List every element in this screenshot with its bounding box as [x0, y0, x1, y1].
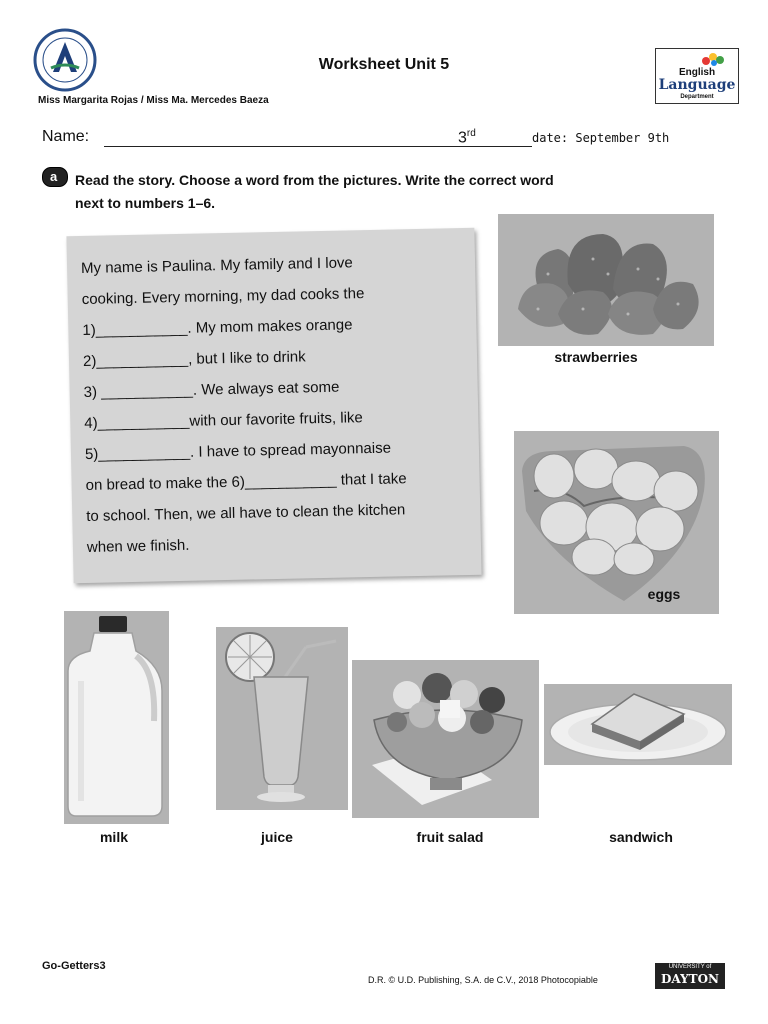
- grade-field[interactable]: [482, 146, 532, 147]
- story-line: My name is Paulina. My family and I love: [80, 254, 353, 278]
- dept-logo-department: Department: [680, 94, 714, 100]
- caption-strawberries: strawberries: [554, 349, 638, 365]
- story-line: 2)___________, but I like to drink: [82, 348, 306, 370]
- sandwich-picture: [544, 684, 732, 765]
- milk-picture: [64, 611, 169, 824]
- fruit-salad-picture: [352, 660, 539, 818]
- story-line: 3) ___________. We always eat some: [83, 378, 340, 401]
- dept-logo-english: English: [678, 67, 716, 78]
- activity-instruction: Read the story. Choose a word from the pictures. Write the correct word next to numbers 1–6.: [75, 172, 554, 211]
- name-label: Name:: [42, 128, 90, 145]
- university-logo: UNIVERSITY of DAYTON: [655, 963, 725, 989]
- caption-eggs: eggs: [647, 586, 681, 602]
- date-text: date: September 9th: [532, 131, 670, 145]
- copyright-text: D.R. © U.D. Publishing, S.A. de C.V., 2018 Photocopiable: [368, 975, 598, 985]
- story-line: to school. Then, we all have to clean the kitchen: [86, 501, 406, 525]
- caption-milk: milk: [99, 829, 128, 845]
- story-line: when we finish.: [86, 536, 190, 556]
- dept-logo-language: Language: [658, 77, 736, 93]
- story-line: cooking. Every morning, my dad cooks the: [81, 285, 365, 309]
- grade-label: 3rd: [458, 128, 476, 147]
- strawberries-picture: [498, 214, 714, 346]
- caption-fruit-salad: fruit salad: [416, 829, 484, 845]
- story-line: 5)___________. I have to spread mayonnaise: [84, 439, 392, 463]
- name-field[interactable]: [104, 146, 498, 147]
- story-line: 1)___________. My mom makes orange: [82, 316, 353, 339]
- juice-picture: [216, 627, 348, 810]
- activity-badge: a: [42, 167, 68, 187]
- caption-sandwich: sandwich: [609, 829, 673, 845]
- worksheet-title: Worksheet Unit 5: [318, 56, 450, 73]
- story-line: on bread to make the 6)___________ that I take: [85, 470, 407, 494]
- teacher-names: Miss Margarita Rojas / Miss Ma. Mercedes Baeza: [38, 95, 269, 106]
- series-logo: Go-Getters3: [42, 960, 106, 972]
- caption-juice: juice: [261, 829, 293, 845]
- story-line: 4)___________with our favorite fruits, like: [84, 409, 363, 432]
- color-splash-icon: [700, 51, 726, 67]
- english-department-logo: [655, 48, 739, 104]
- story-card: [66, 228, 481, 583]
